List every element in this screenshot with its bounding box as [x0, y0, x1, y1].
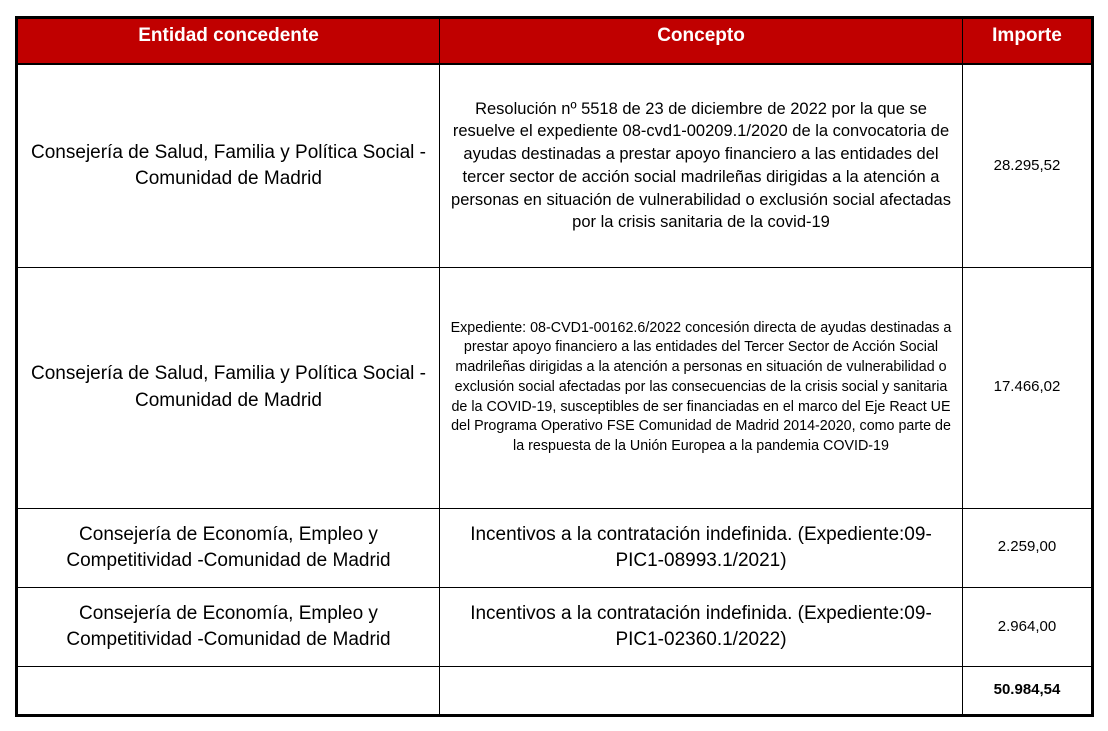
header-amount: Importe — [963, 18, 1093, 65]
amount-cell: 2.259,00 — [963, 508, 1093, 587]
empty-cell — [440, 667, 963, 716]
table-row — [17, 508, 1093, 587]
total-row — [17, 667, 1093, 716]
table-row — [17, 587, 1093, 666]
table-row — [17, 267, 1093, 508]
concept-cell: Expediente: 08-CVD1-00162.6/2022 concesión directa de ayudas destinadas a prestar apoyo financiero a las entidades del Tercer Sector de Acción Social madrileñas dirigidas a la atención a personas en situación de vulnerabilidad o exclusión social afectadas por las consecuencias de la crisis social y sanitaria de la COVID-19, susceptibles de ser financiadas en el marco del Eje React UE del Programa Operativo FSE Comunidad de Madrid 2014-2020, como parte de la respuesta de la Unión Europea a la pandemia COVID-19 — [440, 267, 963, 508]
grants-table — [15, 16, 1094, 717]
empty-cell — [17, 667, 440, 716]
amount-cell: 2.964,00 — [963, 587, 1093, 666]
entity-cell: Consejería de Salud, Familia y Política Social - Comunidad de Madrid — [17, 267, 440, 508]
concept-cell: Incentivos a la contratación indefinida. (Expediente:09-PIC1-08993.1/2021) — [440, 508, 963, 587]
amount-cell: 28.295,52 — [963, 64, 1093, 267]
total-amount: 50.984,54 — [963, 667, 1093, 716]
entity-cell: Consejería de Salud, Familia y Política Social - Comunidad de Madrid — [17, 64, 440, 267]
header-entity: Entidad concedente — [17, 18, 440, 65]
amount-cell: 17.466,02 — [963, 267, 1093, 508]
table-row — [17, 64, 1093, 267]
header-concept: Concepto — [440, 18, 963, 65]
header-row — [17, 18, 1093, 65]
concept-cell: Incentivos a la contratación indefinida. (Expediente:09-PIC1-02360.1/2022) — [440, 587, 963, 666]
entity-cell: Consejería de Economía, Empleo y Competitividad -Comunidad de Madrid — [17, 508, 440, 587]
entity-cell: Consejería de Economía, Empleo y Competitividad -Comunidad de Madrid — [17, 587, 440, 666]
concept-cell: Resolución nº 5518 de 23 de diciembre de 2022 por la que se resuelve el expediente 08-cvd1-00209.1/2020 de la convocatoria de ayudas destinadas a prestar apoyo financiero a las entidades del tercer sector de acción social madrileñas dirigidas a la atención a personas en situación de vulnerabilidad o exclusión social afectadas por la crisis sanitaria de la covid-19 — [440, 64, 963, 267]
